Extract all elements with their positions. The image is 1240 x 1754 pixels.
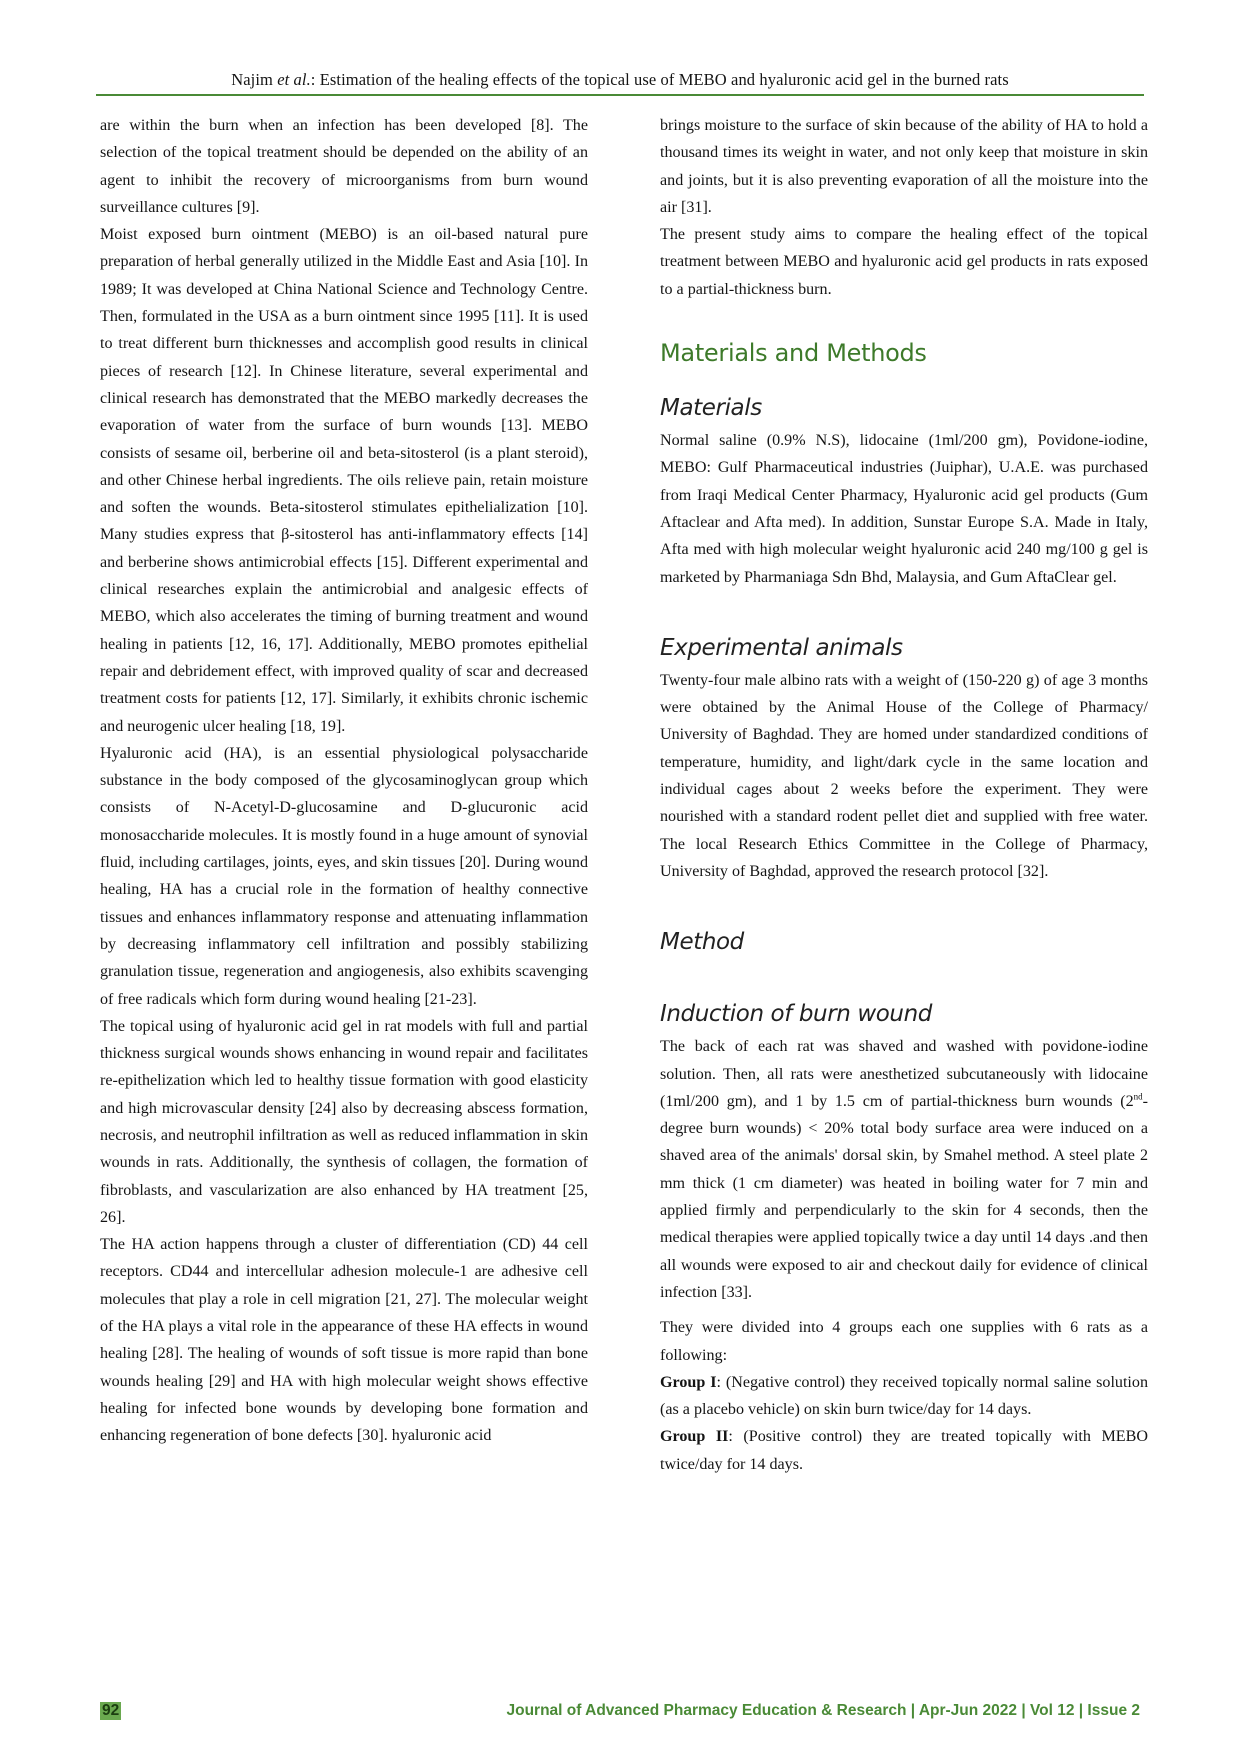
left-paragraph-3: Hyaluronic acid (HA), is an essential physiological polysaccharide substance in the body composed of the glycosaminoglycan group which consists of N-Acetyl-D-glucosamine and D-glucuronic acid monosaccharide molecules. It is mostly found in a huge amount of synovial fluid, including cartilages, joints, eyes, and skin tissues [20]. During wound healing, HA has a crucial role in the formation of healthy connective tissues and enhances inflammatory response and attenuating inflammation by decreasing inflammatory cell infiltration and possibly stabilizing granulation tissue, regeneration and angiogenesis, also exhibits scavenging of free radicals which form during wound healing [21-23]. (100, 744, 588, 1008)
subheading-method: Method (660, 929, 744, 956)
induction-text-a: The back of each rat was shaved and washed with povidone-iodine solution. Then, all rats were anesthetized subcutaneously with lidocaine (1ml/200 gm), and 1 by 1.5 cm of partial-thickness burn wounds (2 (660, 1038, 1148, 1110)
groups-intro-paragraph: They were divided into 4 groups each one supplies with 6 rats as a following: (660, 1319, 1148, 1364)
header-title: : Estimation of the healing effects of the topical use of MEBO and hyaluronic acid gel in the burned rats (310, 70, 1009, 89)
journal-citation: Journal of Advanced Pharmacy Education & Research | Apr-Jun 2022 | Vol 12 | Issue 2 (506, 1702, 1140, 1719)
running-header (96, 70, 1144, 90)
induction-paragraph (660, 1033, 1148, 1306)
left-paragraph-4: The topical using of hyaluronic acid gel in rat models with full and partial thickness surgical wounds shows enhancing in wound repair and facilitates re-epithelization which led to healthy tissue formation with good elasticity and high microvascular density [24] also by decreasing abscess formation, necrosis, and neutrophil infiltration as well as reduced inflammation in skin wounds in rats. Additionally, the synthesis of collagen, the formation of fibroblasts, and vascularization are also enhanced by HA treatment [25, 26]. (100, 1017, 588, 1226)
group-1-label: Group I (660, 1373, 717, 1391)
left-paragraph-5: The HA action happens through a cluster of differentiation (CD) 44 cell receptors. CD44 and intercellular adhesion molecule-1 are adhesive cell molecules that play a role in cell migration [21, 27]. The molecular weight of the HA plays a vital role in the appearance of these HA effects in wound healing [28]. The healing of wounds of soft tissue is more rapid than bone wounds healing [29] and HA with high molecular weight shows effective healing for infected bone wounds by developing bone formation and enhancing regeneration of bone defects [30]. hyaluronic acid (100, 1236, 588, 1445)
right-column (660, 112, 1148, 1478)
header-rule (96, 94, 1144, 96)
induction-superscript: nd (1133, 1091, 1143, 1102)
page-number: 92 (102, 1702, 120, 1719)
group-2-text: : (Positive control) they are treated topically with MEBO twice/day for 14 days. (660, 1428, 1148, 1473)
animals-paragraph: Twenty-four male albino rats with a weight of (150-220 g) of age 3 months were obtained by the Animal House of the College of Pharmacy/ University of Baghdad. They are homed under standardized conditions of temperature, humidity, and light/dark cycle in the same location and individual cages about 2 weeks before the experiment. They were nourished with a standard rodent pellet diet and supplied with free water. The local Research Ethics Committee in the College of Pharmacy, University of Baghdad, approved the research protocol [32]. (660, 671, 1148, 880)
group-1-text: : (Negative control) they received topically normal saline solution (as a placebo vehicle) on skin burn twice/day for 14 days. (660, 1373, 1149, 1419)
header-etal: et al. (277, 70, 311, 89)
group-2-label: Group II (660, 1428, 729, 1446)
subheading-materials: Materials (660, 395, 762, 422)
left-column (100, 112, 588, 1450)
group-1-paragraph (660, 1369, 1148, 1424)
induction-text-b: - degree burn wounds) < 20% total body surface area were induced on a shaved area of the animals' dorsal skin, by Smahel method. A steel plate 2 mm thick (1 cm diameter) was heated in boiling water for 7 min and applied firmly and perpendicularly to the skin for 4 seconds, then the medical therapies were applied topically twice a day until 14 days .and then all wounds were exposed to air and checkout daily for evidence of clinical infection [33]. (660, 1092, 1148, 1301)
subheading-experimental-animals: Experimental animals (660, 634, 903, 661)
materials-paragraph: Normal saline (0.9% N.S), lidocaine (1ml/200 gm), Povidone-iodine, MEBO: Gulf Pharmaceutical industries (Juiphar), U.A.E. was purchased from Iraqi Medical Center Pharmacy, Hyaluronic acid gel products (Gum Aftaclear and Afta med). In addition, Sunstar Europe S.A. Made in Italy, Afta med with high molecular weight hyaluronic acid 240 mg/100 g gel is marketed by Pharmaniaga Sdn Bhd, Malaysia, and Gum AftaClear gel. (660, 432, 1148, 586)
right-paragraph-2: The present study aims to compare the healing effect of the topical treatment between MEBO and hyaluronic acid gel products in rats exposed to a partial-thickness burn. (660, 226, 1148, 298)
left-paragraph-1: are within the burn when an infection has been developed [8]. The selection of the topical treatment should be depended on the ability of an agent to inhibit the recovery of microorganisms from burn wound surveillance cultures [9]. (100, 117, 588, 216)
right-paragraph-1: brings moisture to the surface of skin because of the ability of HA to hold a thousand times its weight in water, and not only keep that moisture in skin and joints, but it is also preventing evaporation of all the moisture into the air [31]. (660, 117, 1148, 216)
left-paragraph-2: Moist exposed burn ointment (MEBO) is an oil-based natural pure preparation of herbal generally utilized in the Middle East and Asia [10]. In 1989; It was developed at China National Science and Technology Centre. Then, formulated in the USA as a burn ointment since 1995 [11]. It is used to treat different burn thicknesses and accomplish good results in clinical pieces of research [12]. In Chinese literature, several experimental and clinical research has demonstrated that the MEBO markedly decreases the evaporation of water from the surface of burn wounds [13]. MEBO consists of sesame oil, berberine oil and beta-sitosterol (is a plant steroid), and other Chinese herbal ingredients. The oils relieve pain, retain moisture and soften the wounds. Beta-sitosterol stimulates epithelialization [10]. Many studies express that β-sitosterol has anti-inflammatory effects [14] and berberine shows antimicrobial effects [15]. Different experimental and clinical researches explain the antimicrobial and analgesic effects of MEBO, which also accelerates the timing of burning treatment and wound healing in patients [12, 16, 17]. Additionally, MEBO promotes epithelial repair and debridement effect, with improved quality of scar and decreased treatment costs for patients [12, 17]. Similarly, it exhibits chronic ischemic and neurogenic ulcer healing [18, 19]. (100, 226, 588, 735)
section-heading-materials-methods: Materials and Methods (660, 339, 927, 368)
subheading-induction: Induction of burn wound (660, 1001, 932, 1028)
header-author: Najim (231, 70, 273, 89)
group-2-paragraph (660, 1423, 1148, 1478)
